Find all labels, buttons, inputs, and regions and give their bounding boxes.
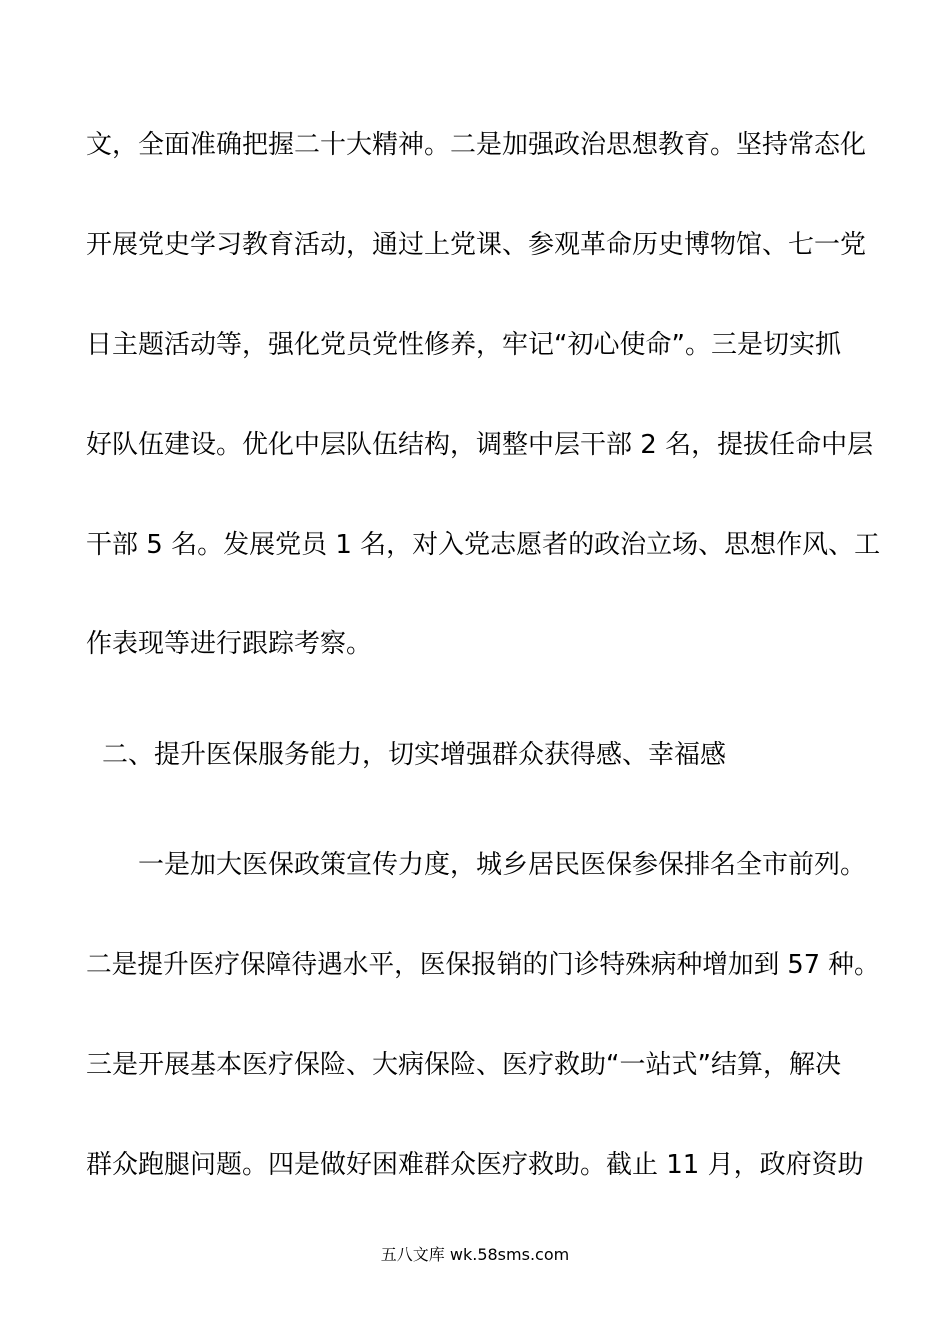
section-heading: 二、提升医保服务能力，切实增强群众获得感、幸福感 bbox=[102, 740, 727, 770]
section-text-line: 三是开展基本医疗保险、大病保险、医疗救助“一站式”结算，解决 bbox=[86, 1050, 841, 1080]
body-text-line: 文，全面准确把握二十大精神。二是加强政治思想教育。坚持常态化 bbox=[86, 130, 867, 160]
body-text-line: 干部 5 名。发展党员 1 名，对入党志愿者的政治立场、思想作风、工 bbox=[86, 530, 881, 560]
footer-watermark: 五八文库 wk.58sms.com bbox=[380, 1245, 570, 1264]
section-text-line: 一是加大医保政策宣传力度，城乡居民医保参保排名全市前列。 bbox=[138, 850, 867, 880]
section-text-line: 群众跑腿问题。四是做好困难群众医疗救助。截止 11 月，政府资助 bbox=[86, 1150, 864, 1180]
body-text-line: 日主题活动等，强化党员党性修养，牢记“初心使命”。三是切实抓 bbox=[86, 330, 841, 360]
section-text-line: 二是提升医疗保障待遇水平，医保报销的门诊特殊病种增加到 57 种。 bbox=[86, 950, 880, 980]
body-text-line: 好队伍建设。优化中层队伍结构，调整中层干部 2 名，提拔任命中层 bbox=[86, 430, 874, 460]
body-text-line: 作表现等进行跟踪考察。 bbox=[86, 629, 373, 659]
body-text-line: 开展党史学习教育活动，通过上党课、参观革命历史博物馆、七一党 bbox=[86, 230, 867, 260]
